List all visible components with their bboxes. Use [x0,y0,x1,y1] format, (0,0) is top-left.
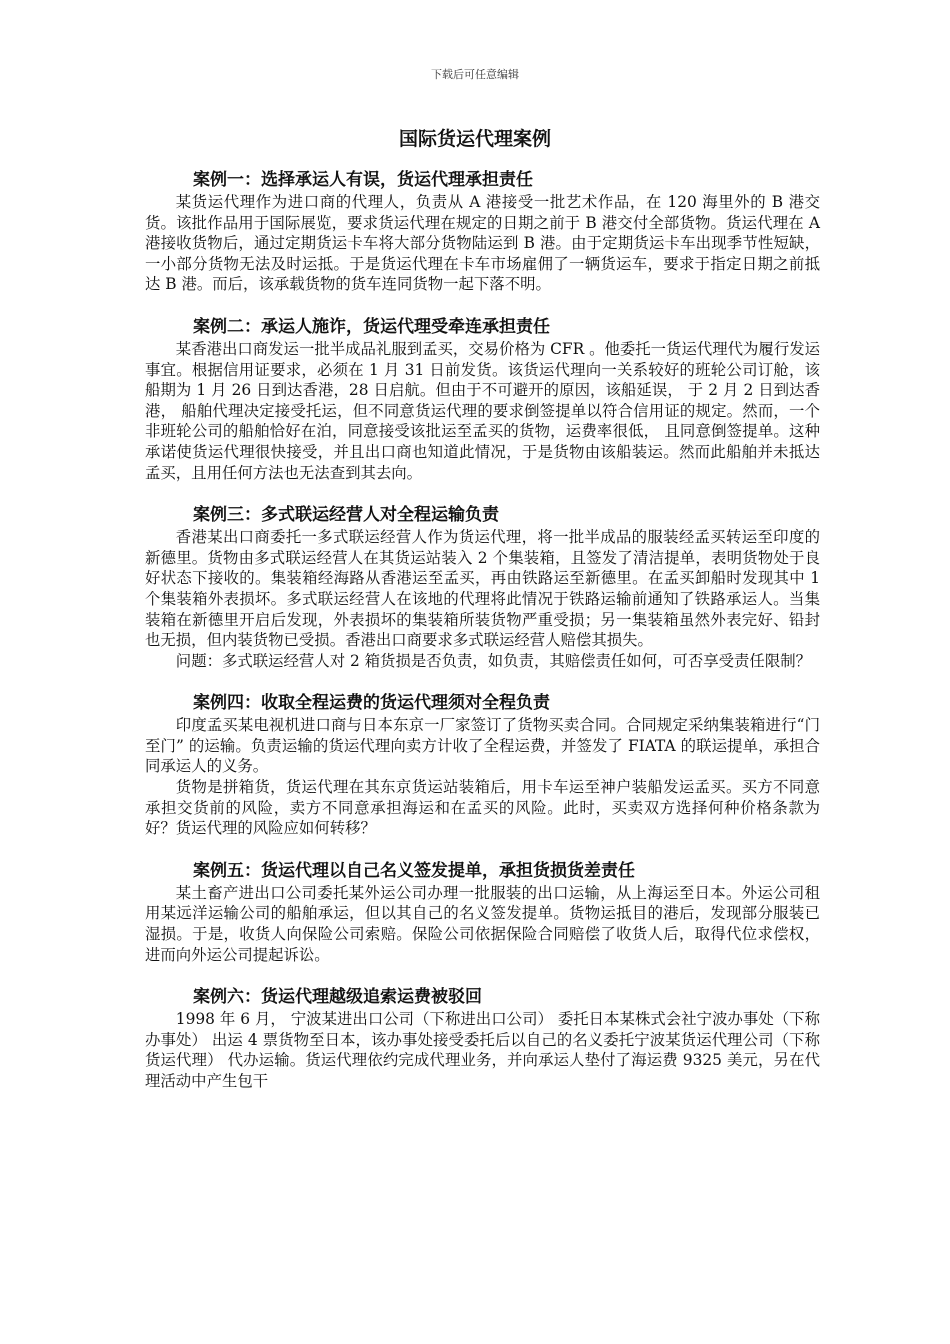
case-heading: 案例六：货运代理越级追索运费被驳回 [193,987,482,1008]
case-section-5 [145,859,820,965]
case-section-2 [145,315,820,483]
case-heading: 案例五：货运代理以自己名义签发提单，承担货损货差责任 [193,860,635,881]
case-paragraph: 印度孟买某电视机进口商与日本东京一厂家签订了货物买卖合同。合同规定采纳集装箱进行“门至门” 的运输。负责运输的货运代理向卖方计收了全程运费，并签发了 FIATA 的联运提单，承担合同承运人的义务。 [145,716,820,776]
case-paragraph: 香港某出口商委托一多式联运经营人作为货运代理，将一批半成品的服装经孟买转运至印度的新德里。货物由多式联运经营人在其货运站装入 2 个集装箱，且签发了清洁提单，表明货物处于良好状态下接收的。集装箱经海路从香港运至孟买，再由铁路运至新德里。在孟买卸船时发现其中 1 个集装箱外表损坏。多式联运经营人在该地的代理将此情况于铁路运输前通知了铁路承运人。当集装箱在新德里开启后发现，外表损坏的集装箱所装货物严重受损；另一集装箱虽然外表完好、铅封也无损，但内装货物已受损。香港出口商要求多式联运经营人赔偿其损失。 [145,528,820,650]
case-paragraph: 某香港出口商发运一批半成品礼服到孟买，交易价格为 CFR 。他委托一货运代理代为履行发运事宜。根据信用证要求，必须在 1 月 31 日前发货。该货运代理向一关系较好的班轮公司订舱，该船期为 1 月 26 日到达香港，28 日启航。但由于不可避开的原因，该船延误， 于 2 月 2 日到达香港， 船舶代理决定接受托运，但不同意货运代理的要求倒签提单以符合信用证的规定。然而，一个非班轮公司的船舶恰好在泊，同意接受该批运至孟买的货物，运费率很低， 且同意倒签提单。这种承诺使货运代理很快接受，并且出口商也知道此情况，于是货物由该船装运。然而此船舶并未抵达孟买，且用任何方法也无法查到其去向。 [145,339,820,482]
case-question: 问题：多式联运经营人对 2 箱货损是否负责，如负责，其赔偿责任如何，可否享受责任限制？ [175,651,811,670]
page-header: 下载后可任意编辑 [431,68,519,81]
case-section-3 [145,503,820,671]
case-heading: 案例四：收取全程运费的货运代理须对全程负责 [193,693,550,714]
case-heading: 案例一：选择承运人有误，货运代理承担责任 [193,170,533,190]
case-paragraph: 货物是拼箱货，货运代理在其东京货运站装箱后，用卡车运至神户装船发运孟买。买方不同意承担交货前的风险，卖方不同意承担海运和在孟买的风险。此时，买卖双方选择何种价格条款为好？货运代理的风险应如何转移？ [145,778,820,838]
case-heading: 案例三：多式联运经营人对全程运输负责 [193,505,499,526]
document-body [145,168,820,1112]
case-section-4 [145,691,820,839]
case-paragraph: 某货运代理作为进口商的代理人，负责从 A 港接受一批艺术作品，在 120 海里外的 B 港交货。该批作品用于国际展览，要求货运代理在规定的日期之前于 B 港交付全部货物。货运代理在 A 港接收货物后，通过定期货运卡车将大部分货物陆运到 B 港。由于定期货运卡车出现季节性短缺，一小部分货物无法及时运抵。于是货运代理在卡车市场雇佣了一辆货运车，要求于指定日期之前抵达 B 港。而后，该承载货物的货车连同货物一起下落不明。 [145,193,820,294]
document-title: 国际货运代理案例 [398,128,551,150]
case-paragraph: 某土畜产进出口公司委托某外运公司办理一批服装的出口运输，从上海运至日本。外运公司租用某远洋运输公司的船舶承运，但以其自己的名义签发提单。货物运抵目的港后，发现部分服装已湿损。于是，收货人向保险公司索赔。保险公司依据保险合同赔偿了收货人后，取得代位求偿权，进而向外运公司提起诉讼。 [145,883,820,964]
case-heading: 案例二：承运人施诈，货运代理受牵连承担责任 [193,316,550,337]
case-section-6 [145,985,820,1091]
case-paragraph: 1998 年 6 月， 宁波某进出口公司（下称进出口公司） 委托日本某株式会社宁波办事处（下称办事处） 出运 4 票货物至日本，该办事处接受委托后以自己的名义委托宁波某货运代理公司（下称货运代理） 代办运输。货运代理依约完成代理业务，并向承运人垫付了海运费 9325 美元，另在代理活动中产生包干 [145,1010,820,1090]
case-section-1 [145,168,820,295]
